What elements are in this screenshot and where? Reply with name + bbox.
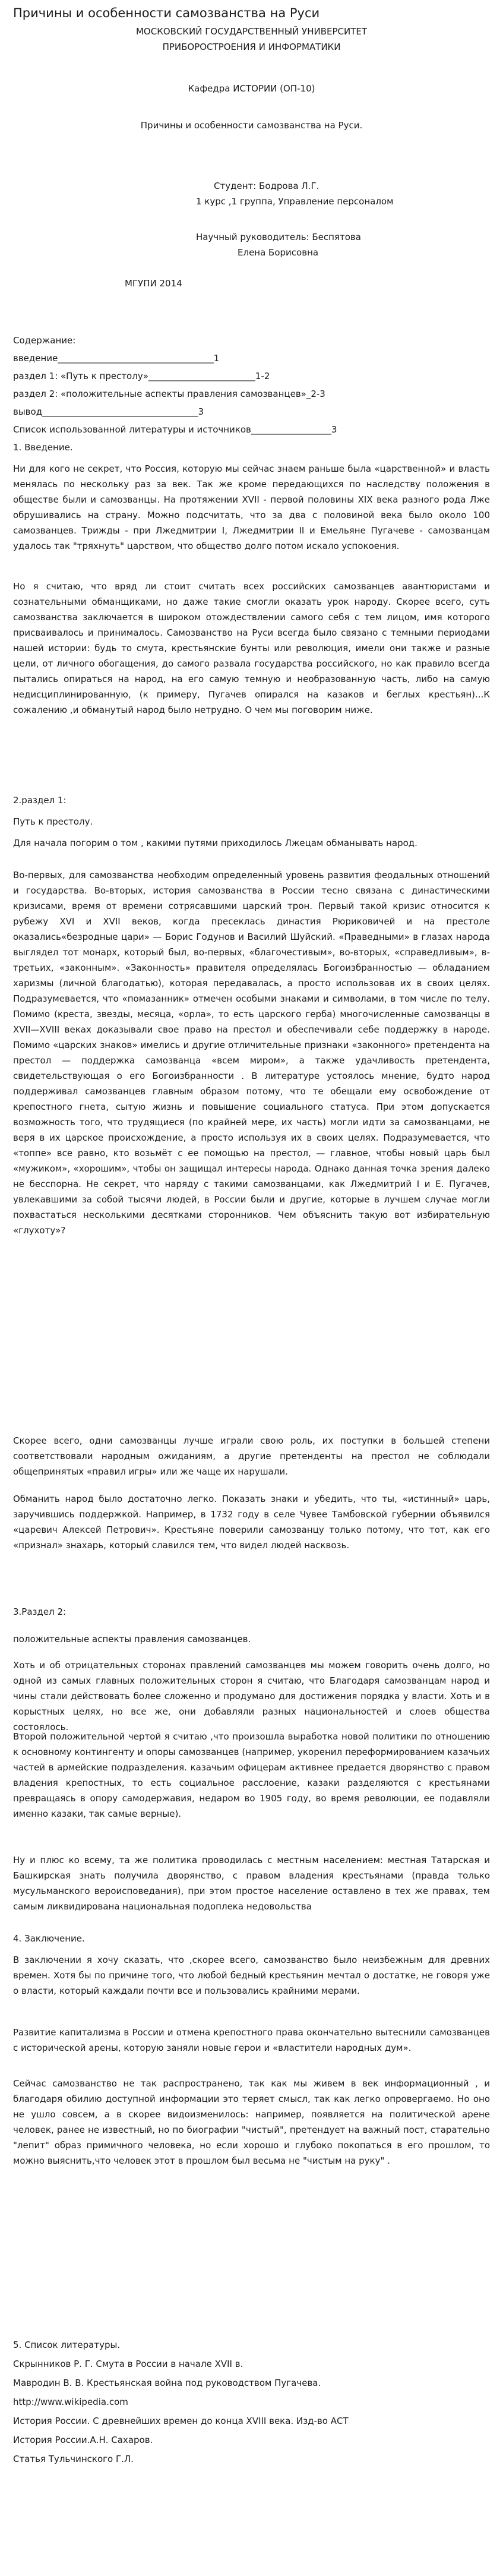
section-1-paragraph-2: Во-первых, для самозванства необходим определенный уровень развития феодальных отношений и государства. Во-вторых, история самозванства в России тесно связана с династическими кризисами, время от времени сотрясавшими царский трон. Первый такой кризис относится к рубежу XVI и XVII веков, когда пресеклась династия Рюриковичей и на престоле оказались«безродные цари» — Борис Годунов и Василий Шуйский. «Праведными» в глазах народа выглядел тот монарх, который был, во-первых, «благочестивым», во-вторых, «справедливым», в-третьих, «законным». «Законность» правителя определялась Богоизбранностью — обладанием харизмы (личной благодатью), которая передавалась, а просто использовав их в своих целях. Подразумевается, что «помазанник» отмечен особыми знаками и символами, в том числе по телу. Помимо (креста, звезды, месяца, «орла», то есть царского герба) многочисленные самозванцы в XVII—XVIII веках доказывали свое право на престол и обеспечивали себе поддержку в народе. Помимо «царских знаков» имелись и другие отличительные признаки «законного» претендента на престол — поддержка самозванца «всем миром», а также удачливость претендента, свидетельствующая о его Богоизбранности . В литературе устоялось мнение, будто народ поддерживал самозванцев главным образом потому, что те обещали ему освобождение от крепостного гнета, сытую жизнь и повышение социального статуса. При этом допускается возможность того, что трудящиеся (по крайней мере, их часть) могли идти за самозванцами, не веря в их царское происхождение, а просто используя их в своих целях. Подразумевается, что «топпе» все равно, кто возьмёт с ее помощью на престол, — главное, чтобы новый царь был «мужиком», «хорошим», чтобы он защищал интересы народа. Однако данная точка зрения далеко не бесспорна. Не секрет, что наряду с такими самозванцами, как Лжедмитрий I и Е. Пугачев, увлекавшими за собой тысячи людей, в России были и другие, которые в лучшем случае могли похвастаться несколькими десятками сторонников. Чем объяснить такую вот избирательную «глухоту»? [13, 870, 490, 1236]
section-2-paragraph-1: Хоть и об отрицательных сторонах правлений самозванцев мы можем говорить очень долго, но одной из самых главных положительных сторон я считаю, что Благодаря самозванцам народ и чины стали действовать более сложенно и продумано для достижения порядка у власти. Хоть и в корыстных целях, но все же, они добавляли разных национальностей и слоев общества состоялось. [13, 1660, 490, 1732]
literature-item: История России.А.Н. Сахаров. [13, 2435, 153, 2445]
university-name: МОСКОВСКИЙ ГОСУДАРСТВЕННЫЙ УНИВЕРСИТЕТ [135, 26, 368, 37]
document-title: Причины и особенности самозванства на Руси [13, 6, 320, 20]
section-2-paragraph-2: Второй положительной чертой я считаю ,что произошла выработка новой политики по отношению к основному контингенту и опоры самозванцев (например, укоренил переформированием казачьих частей в армейские подразделения. казачьим офицерам активнее предается дворянство с правом владения крепостных, то есть социальное расслоение, казаки разделяются с крестьянами превращаясь в опору самодержавия, недаром во 1905 году, во время революции, ее подавляли именно казаки, так самые верные). [13, 1731, 490, 1819]
literature-item: Статья Тульчинского Г.Л. [13, 2454, 134, 2464]
toc-item: вывод___________________________________3 [13, 406, 204, 417]
advisor-label: Научный руководитель: Беспятова [196, 232, 361, 242]
intro-heading: 1. Введение. [13, 442, 73, 453]
institute-year: МГУПИ 2014 [125, 278, 182, 289]
toc-heading: Содержание: [13, 335, 76, 346]
intro-paragraph-2: Но я считаю, что вряд ли стоит считать всех российских самозванцев авантюристами и сознательными обманщиками, но даже такие смогли оказать урок народу. Скорее всего, суть самозванства заключается в широком отождествлении самого себя с тем лицом, имя которого присваивалось и принималось. Самозванство на Руси всегда было связано с темными периодами нашей истории: будь то смута, крестьянские бунты или революция, имели они также и разные цели, от личного обогащения, до самого развала государства российского, но как правило всегда пытались опираться на народ, на его самую темную и необразованную часть, либо на самую недисциплинированную, (к примеру, Пугачев опирался на казаков и беглых крестьян)...К сожалению ,и обманутый народ было нетрудно. О чем мы поговорим ниже. [13, 581, 490, 715]
section-1-label: 2.раздел 1: [13, 795, 67, 806]
toc-item: раздел 2: «положительные аспекты правления самозванцев»_2-3 [13, 389, 325, 399]
student-name: Студент: Бодрова Л.Г. [214, 181, 319, 191]
student-group: 1 курс ,1 группа, Управление персоналом [196, 196, 394, 207]
section-1-paragraph-3: Скорее всего, одни самозванцы лучше играли свою роль, их поступки в большей степени соответствовали народным ожиданиям, а другие претенденты на престол не соблюдали общепринятых «правил игры» или же чаще их нарушали. [13, 1435, 490, 1477]
section-2-paragraph-3: Ну и плюс ко всему, та же политика проводилась с местным населением: местная Татарская и Башкирская знать получила дворянство, с правом владения крестьянами (правда только мусульманского вероисповедания), при этом простое население оставлено в тех же правах, тем самым ликвидирована национальная подоплека недовольства [13, 1855, 490, 1912]
toc-item: Список использованной литературы и источников__________________3 [13, 424, 337, 435]
section-2-title: положительные аспекты правления самозванцев. [13, 1634, 251, 1644]
conclusion-paragraph-3: Сейчас самозванство не так распространено, так как мы живем в век информационный , и благодаря обилию доступной информации это теряет смысл, так как легко опровергаемо. Но оно не ушло совсем, а в скорее видоизменилось: например, появляется на политической арене человек, ранее не известный, но по биографии "чистый", претендует на важный пост, старательно "лепит" образ примичного человека, но если хорошо и глубоко покопаться в его прошлом, то можно выяснить,что человек этот в прошлом был весьма не "чистым на руку" . [13, 2078, 490, 2166]
faculty-name: ПРИБОРОСТРОЕНИЯ И ИНФОРМАТИКИ [162, 42, 341, 52]
toc-item: раздел 1: «Путь к престолу»________________________1-2 [13, 371, 270, 381]
toc-item: введение___________________________________1 [13, 353, 220, 364]
section-1-title: Путь к престолу. [13, 816, 93, 827]
literature-item: История России. С древнейших времен до конца XVIII века. Изд-во АСТ [13, 2416, 349, 2426]
literature-link[interactable]: http://www.wikipedia.com [13, 2397, 128, 2407]
conclusion-heading: 4. Заключение. [13, 1933, 85, 1944]
section-1-paragraph-4: Обманить народ было достаточно легко. Показать знаки и убедить, что ты, «истинный» царь, заручившись поддержкой. Например, в 1732 году в селе Чувее Тамбовской губернии объявился «царевич Алексей Петрович». Крестьяне поверили самозванцу только потому, что тот, как его «признал» знахарь, который славился тем, что видел людей насквозь. [13, 1494, 490, 1551]
cover-subtitle: Причины и особенности самозванства на Руси. [140, 120, 363, 131]
literature-item: Скрынников Р. Г. Смута в России в начале XVII в. [13, 2359, 243, 2369]
conclusion-paragraph-2: Развитие капитализма в России и отмена крепостного права окончательно вытеснили самозванцев с исторической арены, которую заняли новые герои и «властители народных дум». [13, 2027, 490, 2053]
department-name: Кафедра ИСТОРИИ (ОП-10) [188, 83, 315, 94]
literature-item: Мавродин В. В. Крестьянская война под руководством Пугачева. [13, 2378, 321, 2388]
section-2-label: 3.Раздел 2: [13, 1606, 67, 1617]
advisor-name: Елена Борисовна [238, 247, 319, 258]
conclusion-paragraph-1: В заключении я хочу сказать, что ,скорее всего, самозванство было неизбежным для древних времен. Хотя бы по причине того, что любой бедный крестьянин мечтал о достатке, не говоря уже о власти, который каждали почти все и пользовались крайними мерами. [13, 1955, 490, 1996]
literature-heading: 5. Список литературы. [13, 2340, 121, 2350]
intro-paragraph-1: Ни для кого не секрет, что Россия, которую мы сейчас знаем раньше была «царственной» и власть менялась по нескольку раз за век. Так же кроме передающихся по наследству положения в обществе были и самозванцы. На протяжении XVII - первой половины XIX века разного рода Лже обрушивались на страну. Можно подсчитать, что за два с половиной века было около 100 самозванцев. Трижды - при Лжедмитрии I, Лжедмитрии II и Емельяне Пугачеве - самозванцам удалось так "тряхнуть" царством, что общество долго потом искало успокоения. [13, 463, 490, 551]
section-1-paragraph-1: Для начала погорим о том , какими путями приходилось Лжецам обманывать народ. [13, 838, 417, 848]
